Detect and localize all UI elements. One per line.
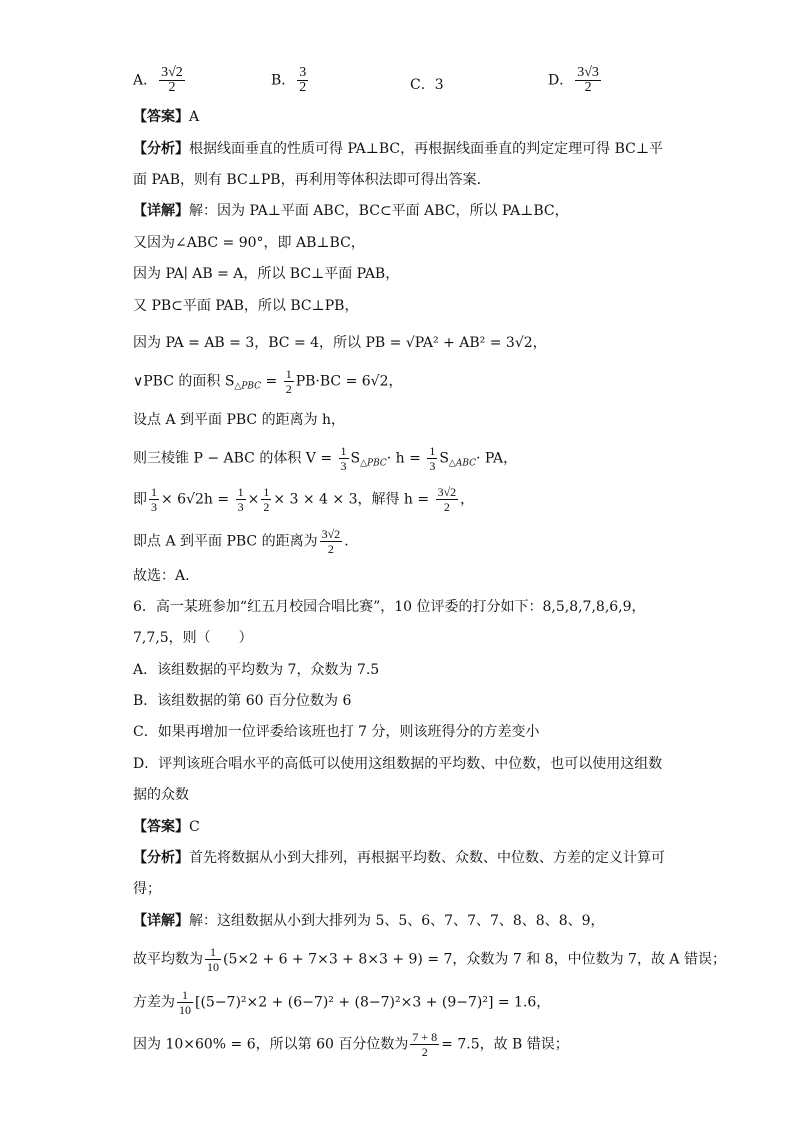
q5-detail-line9: 即 $\frac{1}{3}$ × 6√2h = $\frac{1}{3}$ × $\frac{1}{2}$ × 3 × 4 × 3，解得 h = $\frac{3√2}{2}$ ， bbox=[133, 485, 475, 514]
q5-detail-line2: 又因为∠ABC = 90°，即 AB⊥BC， bbox=[133, 235, 365, 251]
option-a: A． $\frac{3√2}{2}$ bbox=[133, 65, 183, 95]
q6-detail-line3: 方差为 $\frac{1}{10}$ [(5−7)²×2 + (6−7)² + (8−7)²×3 + (9−7)²] = 1.6， bbox=[133, 988, 551, 1017]
q5-detail-line10: 即点 A 到平面 PBC 的距离为 $\frac{3√2}{2}$ . bbox=[133, 527, 349, 556]
option-d: D． $\frac{3√3}{2}$ bbox=[548, 65, 599, 95]
q6-option-d-line1: D．评判该班合唱水平的高低可以使用这组数据的平均数、中位数，也可以使用这组数 bbox=[133, 756, 663, 772]
q6-analysis-line1: 【分析】首先将数据从小到大排列，再根据平均数、众数、中位数、方差的定义计算可 bbox=[133, 850, 665, 866]
q6-option-d-line2: 据的众数 bbox=[133, 787, 189, 803]
q5-analysis-line2: 面 PAB，则有 BC⊥PB，再利用等体积法即可得出答案. bbox=[133, 172, 482, 188]
q6-option-a: A．该组数据的平均数为 7，众数为 7.5 bbox=[133, 662, 380, 678]
q5-detail-line5: 因为 PA = AB = 3，BC = 4，所以 PB = √PA² + AB² = 3√2， bbox=[133, 335, 547, 351]
q6-option-c: C．如果再增加一位评委给该班也打 7 分，则该班得分的方差变小 bbox=[133, 724, 540, 740]
q5-detail-line3: 因为 PA∣ AB = A，所以 BC⊥平面 PAB， bbox=[133, 266, 400, 282]
option-c: C．3 bbox=[410, 77, 444, 93]
q6-detail-line2: 故平均数为 $\frac{1}{10}$ (5×2 + 6 + 7×3 + 8×3 + 9) = 7，众数为 7 和 8，中位数为 7，故 A 错误； bbox=[133, 945, 726, 974]
q6-detail-line4: 因为 10×60% = 6，所以第 60 百分位数为 $\frac{7 + 8}{2}$ = 7.5，故 B 错误； bbox=[133, 1030, 569, 1059]
q5-detail-line4: 又 PB⊂平面 PAB，所以 BC⊥PB， bbox=[133, 298, 359, 314]
q6-analysis-line2: 得； bbox=[133, 881, 161, 897]
q5-detail-line7: 设点 A 到平面 PBC 的距离为 h， bbox=[133, 412, 346, 428]
option-b: B． $\frac{3}{2}$ bbox=[271, 65, 307, 95]
q5-answer: 【答案】A bbox=[133, 109, 200, 125]
q6-answer: 【答案】C bbox=[133, 819, 200, 835]
q6-option-b: B．该组数据的第 60 百分位数为 6 bbox=[133, 693, 352, 709]
q5-detail-line6: ∨PBC 的面积 $S_{\triangle PBC}$ = $\frac{1}{2}$ PB·BC = 6√2， bbox=[133, 367, 403, 396]
q6-stem-line2: 7,7,5，则（ ） bbox=[133, 630, 253, 646]
q5-analysis-line1: 【分析】根据线面垂直的性质可得 PA⊥BC，再根据线面垂直的判定定理可得 BC⊥平 bbox=[133, 141, 663, 157]
q5-detail-line8: 则三棱锥 P − ABC 的体积 V = $\frac{1}{3}$ $S_{\triangle PBC}\cdot h$ = $\frac{1}{3}$ $S_{\triangle ABC}\cdot$ PA， bbox=[133, 444, 518, 473]
q6-stem-line1: 6．高一某班参加“红五月校园合唱比赛”，10 位评委的打分如下：8,5,8,7,8,6,9， bbox=[133, 599, 646, 615]
q5-conclusion: 故选：A. bbox=[133, 568, 190, 584]
q6-detail-line1: 【详解】解：这组数据从小到大排列为 5、5、6、7、7、7、8、8、8、9， bbox=[133, 913, 605, 929]
q5-detail-line1: 【详解】解：因为 PA⊥平面 ABC，BC⊂平面 ABC，所以 PA⊥BC， bbox=[133, 203, 569, 219]
